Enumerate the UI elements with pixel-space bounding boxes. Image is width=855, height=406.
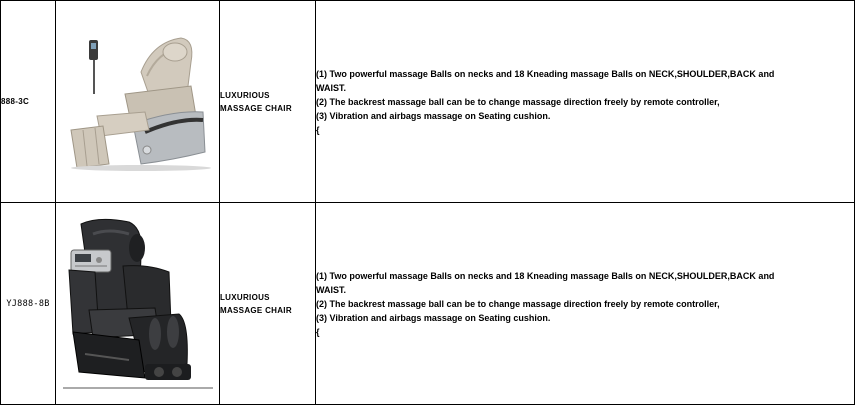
- feature-line: {: [316, 326, 320, 337]
- black-massage-chair-image: [59, 214, 217, 394]
- feature-line: (3) Vibration and airbags massage on Seating cushion.: [316, 312, 551, 323]
- product-name-line2: MASSAGE CHAIR: [220, 103, 292, 113]
- model-cell: 888-3C: [1, 1, 56, 203]
- feature-line: (1) Two powerful massage Balls on necks and 18 Kneading massage Balls on NECK,SHOULDER,BACK and: [316, 270, 775, 281]
- features-cell: [316, 203, 855, 405]
- product-name-line1: LUXURIOUS: [220, 90, 270, 100]
- feature-line: (2) The backrest massage ball can be to change massage direction freely by remote controller,: [316, 96, 720, 107]
- feature-line: WAIST.: [316, 284, 347, 295]
- feature-line: (2) The backrest massage ball can be to change massage direction freely by remote controller,: [316, 298, 720, 309]
- model-cell: YJ888-8B: [1, 203, 56, 405]
- product-name-line2: MASSAGE CHAIR: [220, 305, 292, 315]
- product-name-cell: [220, 1, 316, 203]
- table-row: [1, 203, 855, 405]
- feature-line: WAIST.: [316, 82, 347, 93]
- feature-line: (3) Vibration and airbags massage on Seating cushion.: [316, 110, 551, 121]
- product-name-line1: LUXURIOUS: [220, 292, 270, 302]
- beige-massage-chair-image: [63, 32, 213, 172]
- feature-line: (1) Two powerful massage Balls on necks and 18 Kneading massage Balls on NECK,SHOULDER,BACK and: [316, 68, 775, 79]
- image-cell: [56, 1, 220, 203]
- features-cell: [316, 1, 855, 203]
- feature-line: {: [316, 124, 320, 135]
- product-name-cell: [220, 203, 316, 405]
- image-cell: [56, 203, 220, 405]
- table-row: [1, 1, 855, 203]
